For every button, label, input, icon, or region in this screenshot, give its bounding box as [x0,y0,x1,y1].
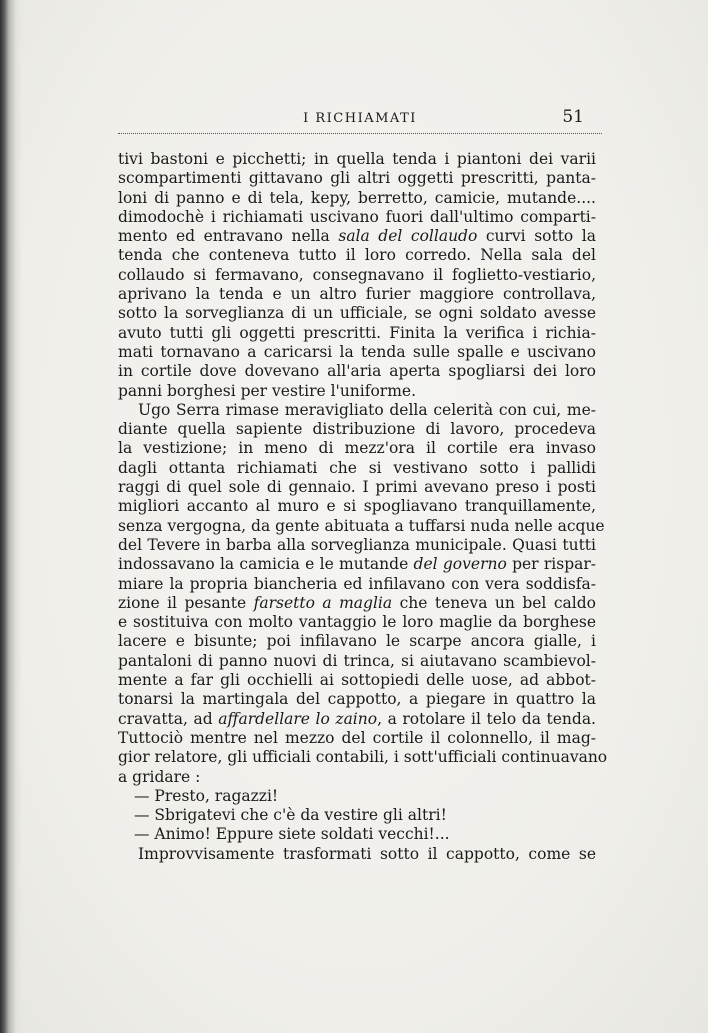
text-line: e sostituiva con molto vantaggio le loro maglie da borghese [118,613,596,632]
text-line [118,227,596,246]
text-line: sotto la sorveglianza di un ufficiale, se ogni soldato avesse [118,304,596,323]
text-segment: cravatta, ad [118,709,219,728]
text-segment: mento ed entravano nella [118,227,339,246]
text-line: del Tevere in barba alla sorveglianza municipale. Quasi tutti [118,535,596,554]
text-segment: che teneva un bel caldo [392,593,596,612]
page-header [118,107,602,135]
italic-phrase: del governo [413,555,507,574]
text-line: aprivano la tenda e un altro furier maggiore controllava, [118,285,596,304]
text-segment: zione il pesante [118,593,254,612]
text-line [118,594,596,613]
text-line: Tuttociò mentre nel mezzo del cortile il colonnello, il mag- [118,728,596,747]
text-line: senza vergogna, da gente abituata a tuffarsi nuda nelle acque [118,516,605,535]
text-line: pantaloni di panno nuovi di trinca, si aiutavano scambievol- [118,651,596,670]
text-line: — Animo! Eppure siete soldati vecchi!... [134,825,450,844]
text-line: avuto tutti gli oggetti prescritti. Finita la verifica i richia- [118,323,596,342]
text-line: gior relatore, gli ufficiali contabili, i sott'ufficiali continuavano [118,748,608,767]
text-line: miare la propria biancheria ed infilavano con vera soddisfa- [118,574,596,593]
text-line: in cortile dove dovevano all'aria aperta spogliarsi dei loro [118,362,596,381]
text-line: collaudo si fermavano, consegnavano il foglietto-vestiario, [118,265,596,284]
text-line: tenda che conteneva tutto il loro corredo. Nella sala del [118,246,596,265]
text-line: loni di panno e di tela, kepy, berretto, camicie, mutande.... [118,188,596,207]
text-line: mati tornavano a caricarsi la tenda sulle spalle e uscivano [118,342,596,361]
text-line: a gridare : [118,767,201,786]
italic-phrase: sala del collaudo [338,227,478,246]
italic-phrase: farsetto a maglia [253,593,393,612]
text-segment: curvi sotto la [477,227,597,246]
text-line: Ugo Serra rimase meravigliato della celerità con cui, me- [138,400,596,419]
text-line: migliori accanto al muro e si spogliavano tranquillamente, [118,497,596,516]
italic-phrase: affardellare lo zaino [218,709,378,728]
running-title: I RICHIAMATI [303,111,417,126]
text-line: tonarsi la martingala del cappotto, a piegare in quattro la [118,690,596,709]
text-line [118,555,596,574]
header-rule [118,133,602,134]
text-line: raggi di quel sole di gennaio. I primi avevano preso i posti [118,478,596,497]
text-line: mente a far gli occhielli ai sottopiedi delle uose, ad abbot- [118,671,596,690]
text-line: — Presto, ragazzi! [134,786,279,805]
page-number: 51 [562,107,584,127]
text-line: lacere e bisunte; poi infilavano le scarpe ancora gialle, i [118,632,596,651]
text-line: — Sbrigatevi che c'è da vestire gli altri! [134,806,447,825]
body-text [118,150,608,864]
text-segment: indossavano la camicia e le mutande [118,555,414,574]
text-line [118,710,596,729]
text-line: dimodochè i richiamati uscivano fuori dall'ultimo comparti- [118,207,596,226]
text-line: dagli ottanta richiamati che si vestivano sotto i pallidi [118,458,596,477]
text-line: diante quella sapiente distribuzione di lavoro, procedeva [118,420,596,439]
text-line: la vestizione; in meno di mezz'ora il cortile era invaso [118,439,596,458]
text-line: Improvvisamente trasformati sotto il cappotto, come se [138,844,596,863]
text-line: tivi bastoni e picchetti; in quella tenda i piantoni dei varii [118,150,596,168]
text-line: panni borghesi per vestire l'uniforme. [118,381,417,400]
text-segment: per rispar- [506,555,596,574]
text-segment: , a rotolare il telo da tenda. [377,709,596,728]
text-line: scompartimenti gittavano gli altri oggetti prescritti, panta- [118,169,596,188]
binding-shadow [0,0,22,1033]
